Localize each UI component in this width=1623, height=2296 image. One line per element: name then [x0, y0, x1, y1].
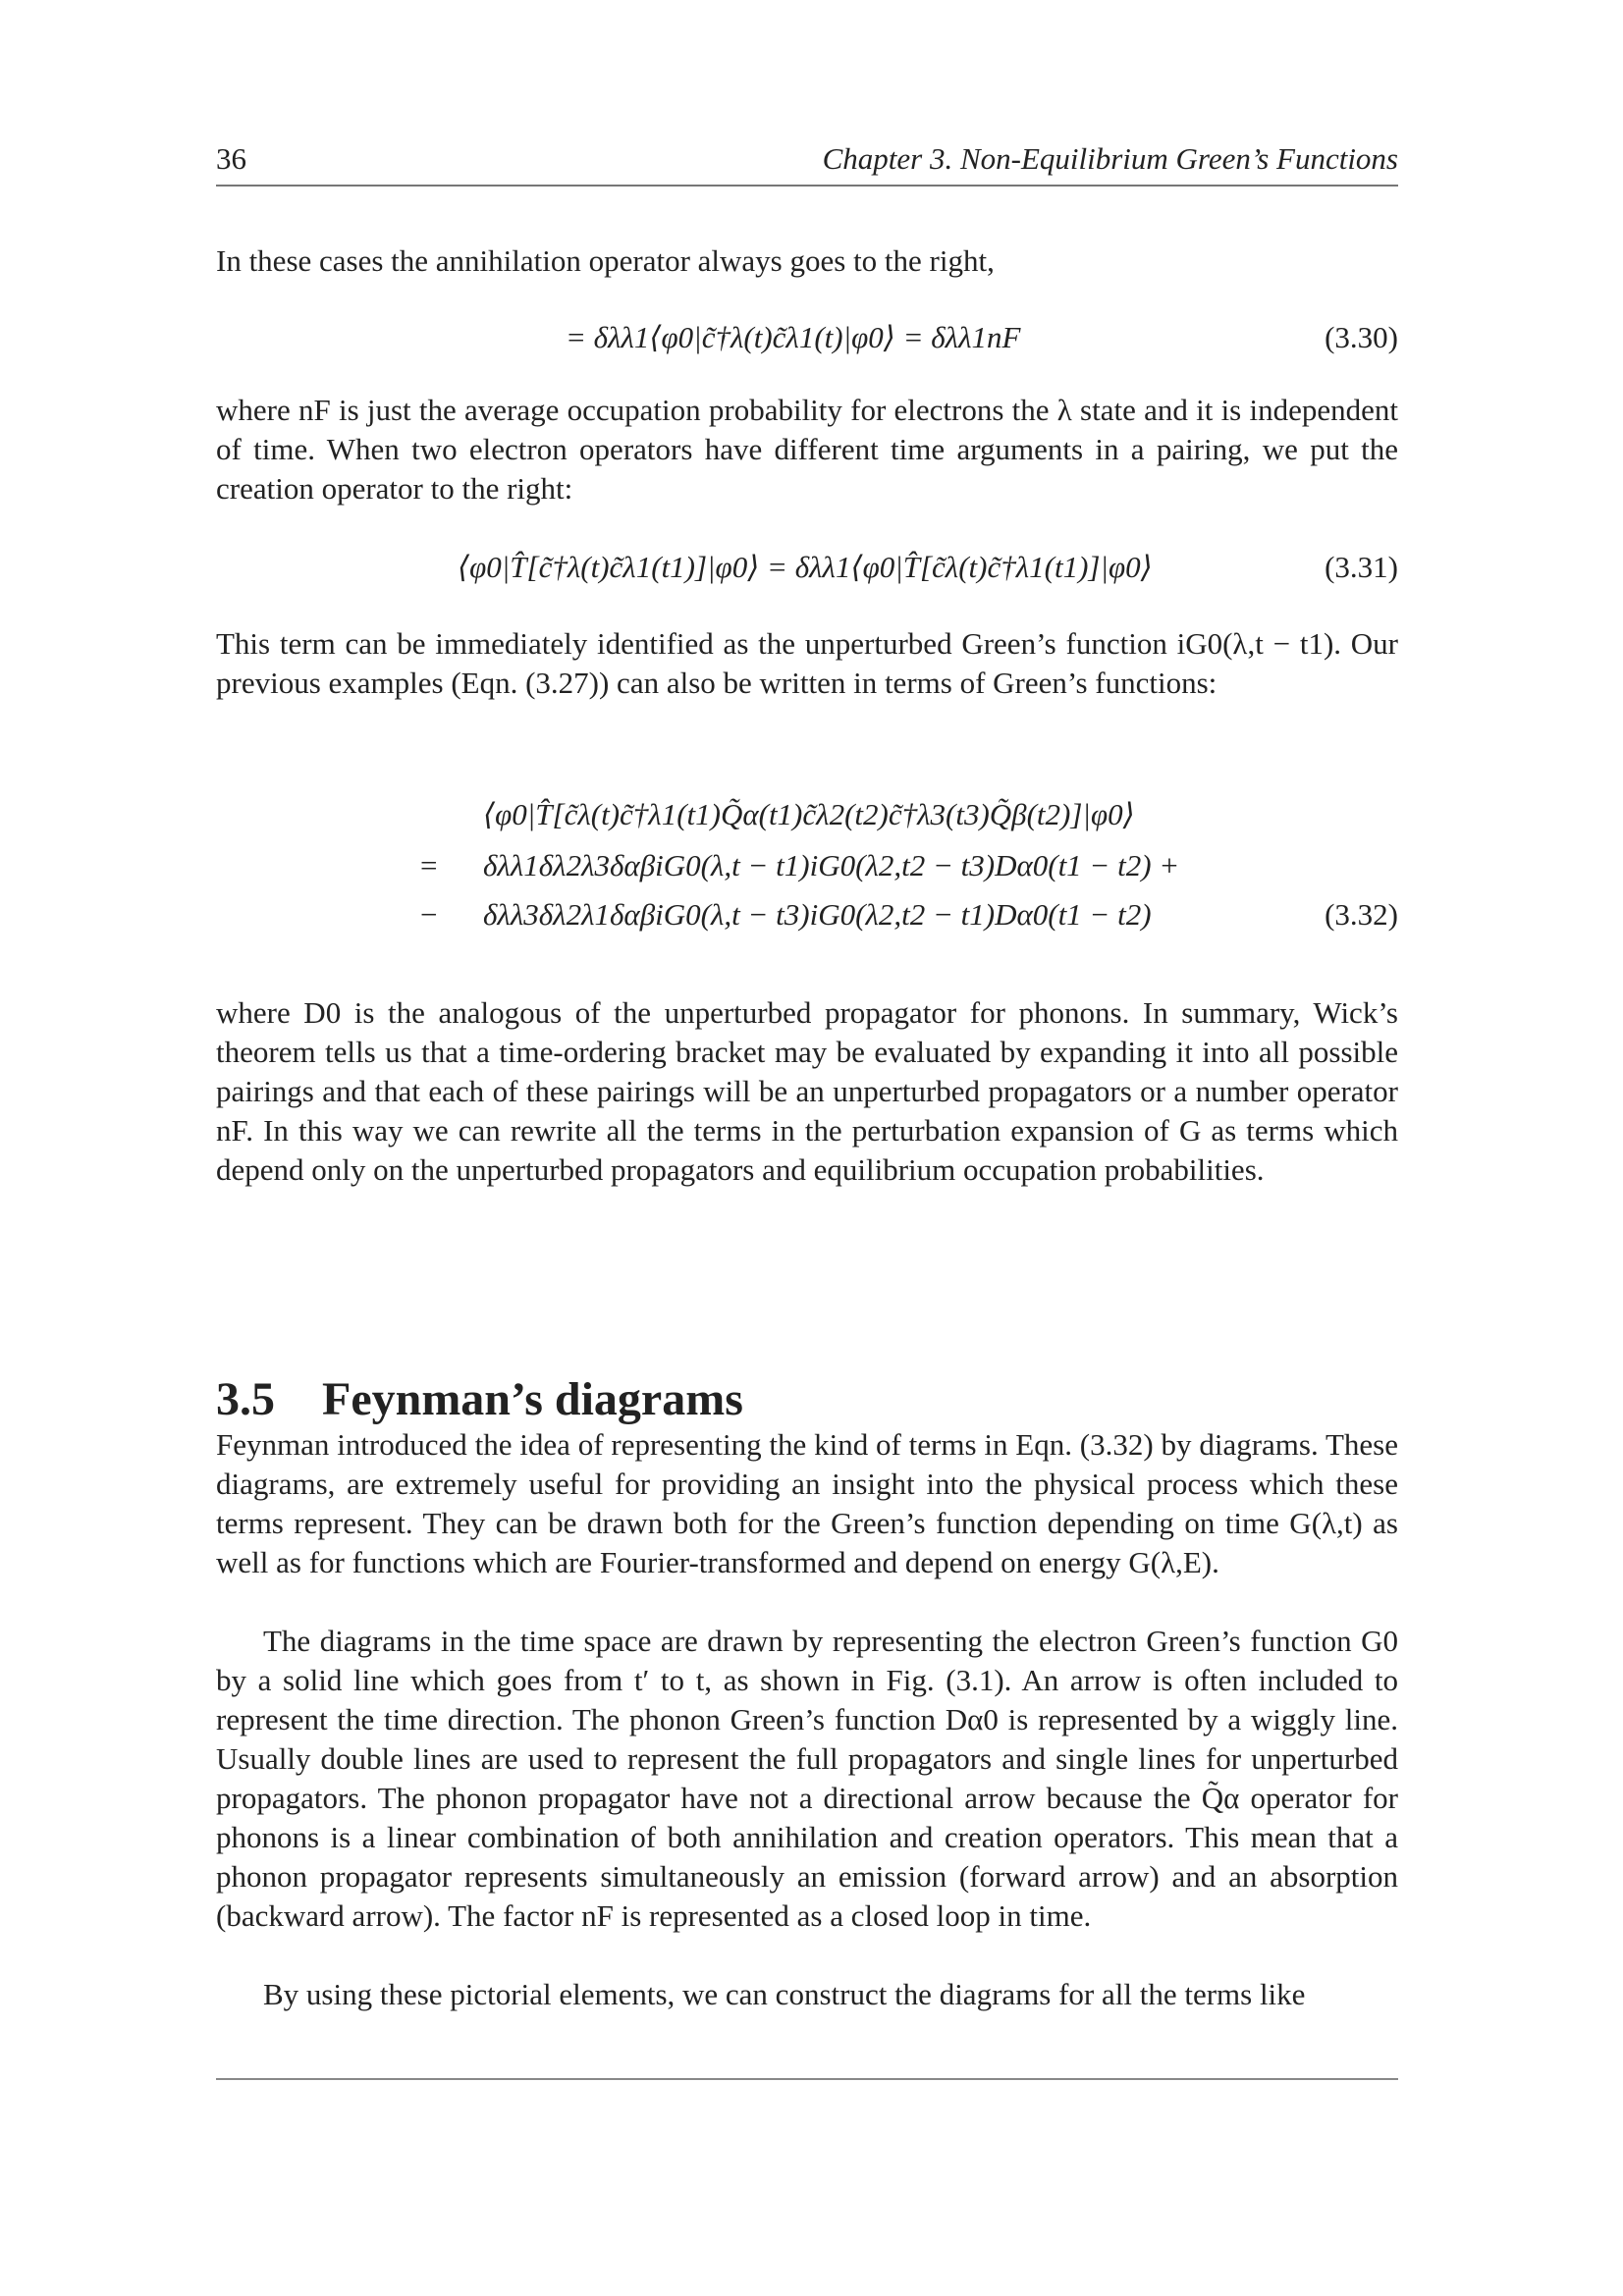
- page-header: [216, 137, 1398, 187]
- page-number: 36: [216, 141, 246, 176]
- paragraph-wick-theorem: where D0 is the analogous of the unperturbed propagator for phonons. In summary, Wick’s theorem tells us that a time-ordering bracket may be evaluated by expanding it into all possible pairings and that each of these pairings will be an unperturbed propagators or a number operator nF. In this way we can rewrite all the terms in the perturbation expansion of G as terms which depend only on the unperturbed propagators and equilibrium occupation probabilities.: [216, 995, 1398, 1187]
- equation-body: ⟨φ0|T̂[c̃†λ(t)c̃λ1(t1)]|φ0⟩ = δλλ1⟨φ0|T̂[c̃λ(t)c̃†λ1(t1)]|φ0⟩: [458, 550, 1153, 584]
- paragraph-intro: In these cases the annihilation operator always goes to the right,: [216, 243, 995, 278]
- equation-sign: −: [420, 897, 438, 932]
- equation-sign: =: [420, 848, 438, 882]
- equation-body: ⟨φ0|T̂[c̃λ(t)c̃†λ1(t1)Q̃α(t1)c̃λ2(t2)c̃†λ3(t3)Q̃β(t2)]|φ0⟩: [483, 797, 1135, 831]
- equation-number: (3.32): [1325, 897, 1398, 932]
- equation-line-1: [216, 797, 1398, 840]
- equation-number: (3.30): [1325, 320, 1398, 354]
- paragraph-unperturbed-green: This term can be immediately identified as the unperturbed Green’s function iG0(λ,t − t1). Our previous examples (Eqn. (3.27)) can also be written in terms of Green’s functions:: [216, 626, 1398, 700]
- equation-body: = δλλ1⟨φ0|c̃†λ(t)c̃λ1(t)|φ0⟩ = δλλ1nF: [566, 320, 1021, 354]
- equation-number: (3.31): [1325, 550, 1398, 584]
- equation-3-31: [216, 550, 1398, 593]
- section-heading: [216, 1372, 743, 1426]
- equation-line-2: [216, 848, 1398, 891]
- section-number: 3.5: [216, 1372, 275, 1425]
- equation-body: δλλ3δλ2λ1δαβiG0(λ,t − t3)iG0(λ2,t2 − t1)Dα0(t1 − t2): [483, 897, 1152, 932]
- equation-body: δλλ1δλ2λ3δαβiG0(λ,t − t1)iG0(λ2,t2 − t3)Dα0(t1 − t2) +: [483, 848, 1180, 882]
- running-title: Chapter 3. Non-Equilibrium Green’s Functions: [822, 141, 1398, 176]
- section-title: Feynman’s diagrams: [322, 1372, 743, 1425]
- paragraph-occupation: where nF is just the average occupation probability for electrons the λ state and it is independent of time. When two electron operators have different time arguments in a pairing, we put the creation operator to the right:: [216, 393, 1398, 506]
- footer-rule: [216, 2078, 1398, 2080]
- equation-3-30: [216, 320, 1398, 363]
- paragraph-feynman-intro: Feynman introduced the idea of representing the kind of terms in Eqn. (3.32) by diagrams. These diagrams, are extremely useful for providing an insight into the physical process which these terms represent. They can be drawn both for the Green’s function depending on time G(λ,t) as well as for functions which are Fourier-transformed and depend on energy G(λ,E).: [216, 1427, 1398, 1579]
- equation-line-3: [216, 897, 1398, 940]
- paragraph-pictorial-elements: By using these pictorial elements, we can construct the diagrams for all the terms like: [263, 1977, 1306, 2011]
- paragraph-time-space-diagrams: The diagrams in the time space are drawn by representing the electron Green’s function G0 by a solid line which goes from t′ to t, as shown in Fig. (3.1). An arrow is often included to represent the time direction. The phonon Green’s function Dα0 is represented by a wiggly line. Usually double lines are used to represent the full propagators and single lines for unperturbed propagators. The phonon propagator have not a directional arrow because the Q̃α operator for phonons is a linear combination of both annihilation and creation operators. This mean that a phonon propagator represents simultaneously an emission (forward arrow) and an absorption (backward arrow). The factor nF is represented as a closed loop in time.: [216, 1624, 1398, 1933]
